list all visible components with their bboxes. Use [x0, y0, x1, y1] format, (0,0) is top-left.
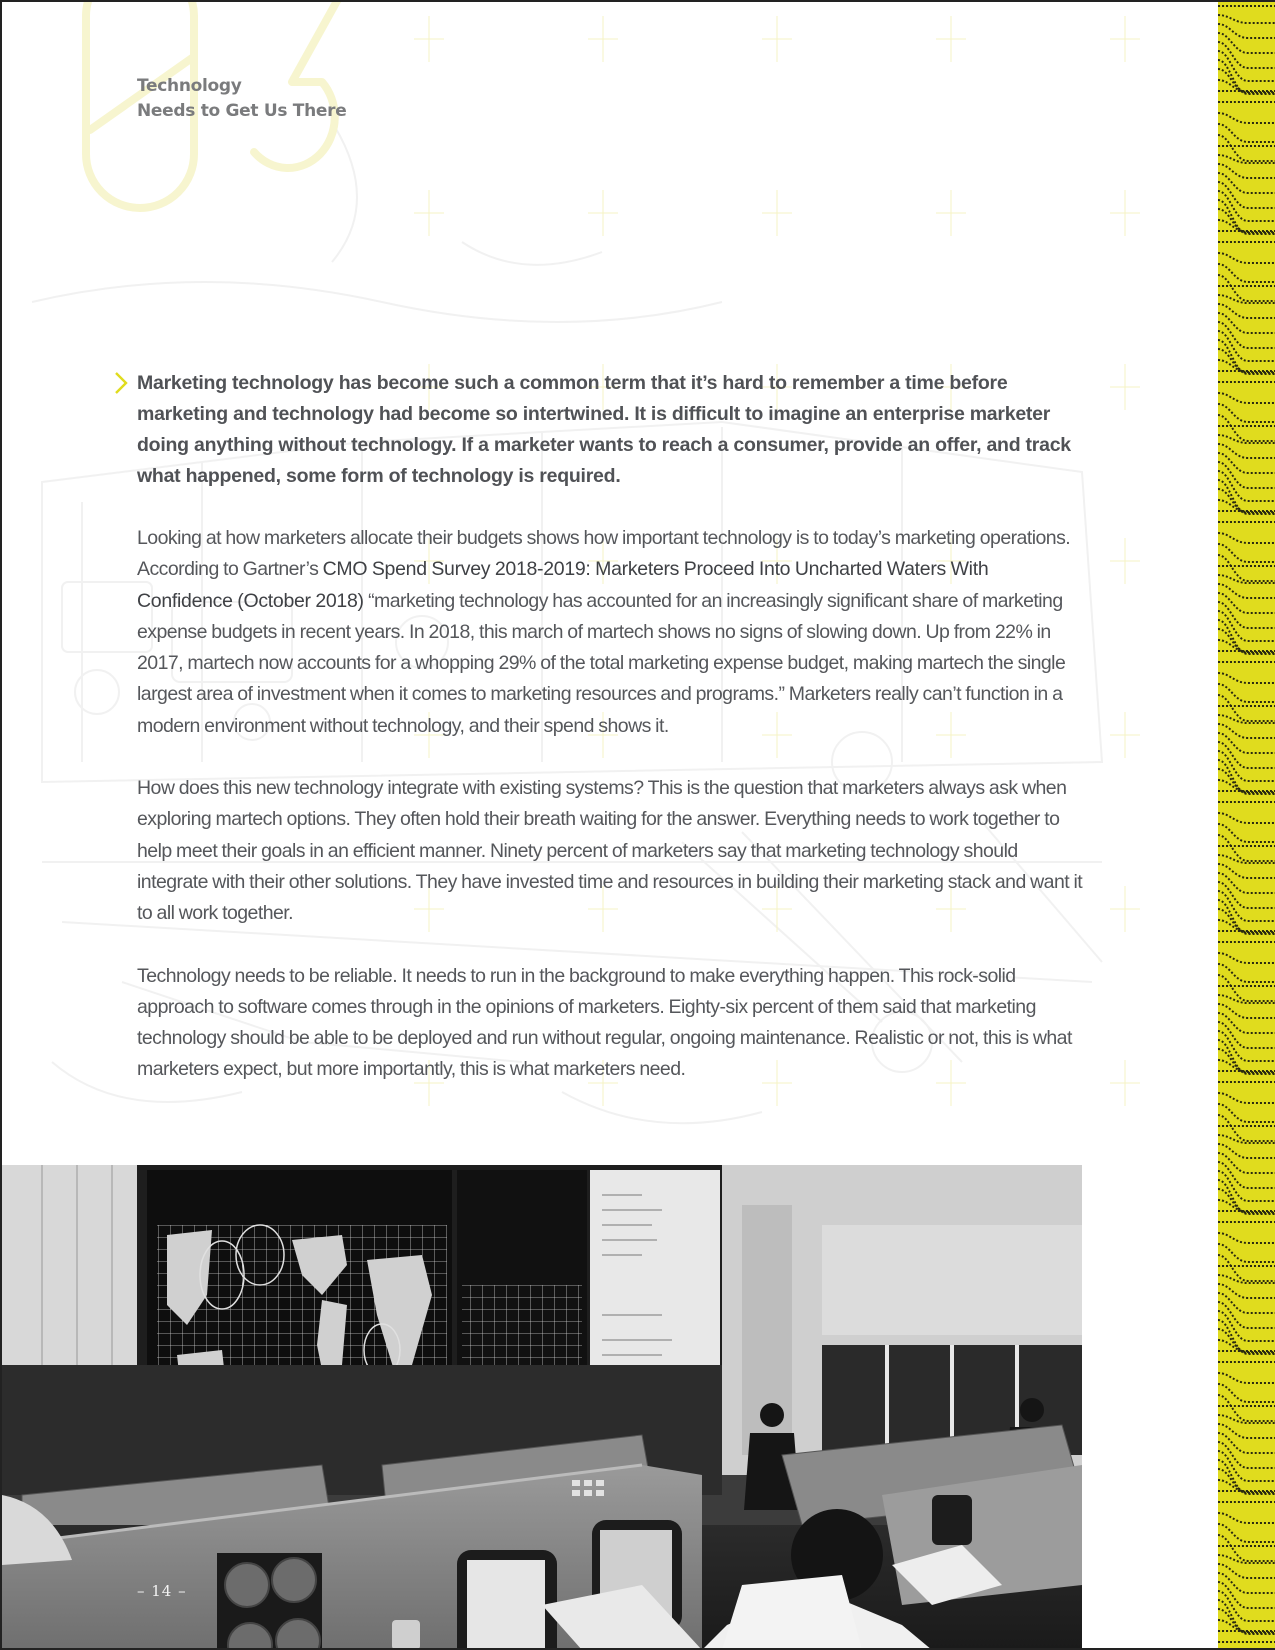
dotted-wave-line: [1218, 1180, 1275, 1214]
crosshair-mark: [1110, 190, 1140, 236]
dotted-wave-line: [1218, 453, 1275, 473]
dotted-wave-line: [1218, 751, 1275, 781]
reliability-paragraph: Technology needs to be reliable. It needs to run in the background to make everything happen. This rock-solid approach to software comes through in the opinions of marketers. Eighty-six percent of them said that marketing technology should be able to be deployed and run without regular, ongoing maintenance. Realistic or not, this is what marketers expect, but more importantly, this is what marketers need.: [137, 964, 1072, 1081]
crosshair-mark: [1110, 1060, 1140, 1106]
dotted-wave-line: [1218, 733, 1275, 753]
crosshair-mark: [414, 16, 444, 62]
dotted-wave-line: [1218, 1433, 1275, 1453]
dotted-wave-line: [1218, 349, 1275, 373]
gartner-report-reference: CMO Spend Survey 2018-2019: Marketers Proceed Into Uncharted Waters With Confidence (October 2018): [137, 558, 989, 612]
crosshair-mark: [1110, 16, 1140, 62]
dotted-wave-line: [1218, 715, 1275, 723]
section-title-line-2: Needs to Get Us There: [137, 101, 347, 121]
dotted-wave-line: [1218, 1320, 1275, 1354]
dotted-wave-line: [1218, 602, 1275, 628]
dotted-wave-line: [1218, 1171, 1275, 1201]
dotted-wave-line: [1218, 322, 1275, 348]
dotted-wave-line: [1218, 1135, 1275, 1143]
dotted-wave-line: [1218, 593, 1275, 613]
crosshair-mark: [762, 16, 792, 62]
section-title-line-1: Technology: [137, 76, 242, 96]
section-title: [137, 74, 346, 124]
decorative-side-stripe: [1218, 2, 1275, 1650]
dotted-wave-line: [1218, 182, 1275, 208]
dotted-wave-line: [1218, 873, 1275, 893]
dotted-wave-line: [1218, 173, 1275, 193]
dotted-wave-line: [1218, 200, 1275, 234]
dotted-wave-line: [1218, 1555, 1275, 1563]
dotted-wave-line: [1218, 33, 1275, 53]
integration-paragraph: How does this new technology integrate with existing systems? This is the question that marketers always ask when exploring martech options. They often hold their breath waiting for the answer. Everything needs to work together to help meet their goals in an efficient manner. Ninety percent of marketers say that marketing technology should integrate with their other solutions. They have invested time and resources in building their marketing stack and want it to all work together.: [137, 777, 1083, 925]
dotted-wave-line: [1218, 1582, 1275, 1608]
dotted-wave-line: [1218, 1415, 1275, 1423]
dotted-wave-line: [1218, 1049, 1275, 1073]
dotted-wave-line: [1218, 1311, 1275, 1341]
dotted-wave-line: [1218, 471, 1275, 501]
dotted-wave-line: [1218, 1302, 1275, 1328]
dotted-wave-line: [1218, 1442, 1275, 1468]
dotted-wave-line: [1218, 882, 1275, 908]
dotted-wave-line: [1218, 1189, 1275, 1213]
dotted-wave-line: [1218, 533, 1275, 543]
dotted-wave-line: [1218, 1573, 1275, 1593]
dotted-wave-line: [1218, 253, 1275, 263]
dotted-wave-line: [1218, 742, 1275, 768]
dotted-wave-line: [1218, 69, 1275, 93]
dotted-wave-line: [1218, 855, 1275, 863]
dotted-wave-line: [1218, 15, 1275, 23]
crosshair-mark: [1110, 538, 1140, 584]
dotted-wave-line: [1218, 51, 1275, 81]
mission-control-photo: [2, 1165, 1082, 1650]
dotted-wave-line: [1218, 575, 1275, 583]
dotted-wave-line: [1218, 1031, 1275, 1061]
lead-paragraph: [137, 368, 1087, 492]
dotted-wave-line: [1218, 313, 1275, 333]
dotted-wave-line: [1218, 769, 1275, 793]
dotted-wave-line: [1218, 891, 1275, 921]
crosshair-mark: [1110, 364, 1140, 410]
dotted-wave-line: [1218, 611, 1275, 641]
dotted-wave-line: [1218, 462, 1275, 488]
dotted-wave-line: [1218, 953, 1275, 963]
dotted-wave-line: [1218, 1600, 1275, 1634]
dotted-wave-line: [1218, 1022, 1275, 1048]
dotted-wave-line: [1218, 760, 1275, 794]
dotted-wave-line: [1218, 1162, 1275, 1188]
dotted-wave-line: [1218, 393, 1275, 403]
dotted-wave-line: [1218, 1451, 1275, 1481]
dotted-wave-line: [1218, 813, 1275, 823]
budget-paragraph-intro: Looking at how marketers allocate their budgets shows how important technology is to today’s marketing operations. According to Gartner’s: [137, 527, 1071, 581]
budget-paragraph-quote: “marketing technology has accounted for an increasingly significant share of marketing expense budgets in recent years. In 2018, this march of martech shows no signs of slowing down. Up from 22% in 2017, martech now accounts for a whopping 29% of the total marketing expense budget, making martech the single largest area of investment when it comes to marketing resources and programs.” Marketers really can’t function in a modern environment without technology, and their spend shows it.: [137, 589, 1066, 737]
dotted-wave-line: [1218, 909, 1275, 933]
dotted-wave-line: [1218, 1513, 1275, 1523]
dotted-wave-line: [1218, 1275, 1275, 1283]
dotted-wave-line: [1218, 1233, 1275, 1243]
dotted-wave-line: [1218, 295, 1275, 303]
dotted-wave-line: [1218, 42, 1275, 68]
dotted-wave-line: [1218, 331, 1275, 361]
dotted-wave-line: [1218, 629, 1275, 653]
dotted-wave-line: [1218, 620, 1275, 654]
crosshair-mark: [1110, 886, 1140, 932]
dotted-wave-line: [1218, 155, 1275, 163]
dotted-wave-line: [1218, 900, 1275, 934]
dotted-wave-line: [1218, 1153, 1275, 1173]
dotted-wave-line: [1218, 489, 1275, 513]
dotted-wave-line: [1218, 1040, 1275, 1074]
dotted-wave-line: [1218, 480, 1275, 514]
dotted-wave-line: [1218, 209, 1275, 233]
dotted-wave-line: [1218, 1469, 1275, 1493]
crosshair-mark: [414, 190, 444, 236]
crosshair-mark: [588, 190, 618, 236]
dotted-wave-line: [1218, 673, 1275, 683]
dotted-wave-line: [1218, 191, 1275, 221]
crosshair-mark: [762, 190, 792, 236]
page-number: – 14 –: [137, 1582, 187, 1600]
crosshair-mark: [588, 16, 618, 62]
dotted-wave-line: [1218, 1293, 1275, 1313]
dotted-wave-line: [1218, 1329, 1275, 1353]
dotted-wave-line: [1218, 1093, 1275, 1103]
dotted-wave-line: [1218, 340, 1275, 374]
dotted-wave-line: [1218, 435, 1275, 443]
dotted-wave-line: [1218, 1373, 1275, 1383]
dotted-wave-line: [1218, 995, 1275, 1003]
lead-paragraph-text: Marketing technology has become such a common term that it’s hard to remember a time before marketing and technology had become so intertwined. It is difficult to imagine an enterprise marketer doing anything without technology. If a marketer wants to reach a consumer, provide an offer, and track what happened, some form of technology is required.: [137, 372, 1071, 487]
chevron-right-icon: [113, 371, 129, 395]
dotted-wave-line: [1218, 1609, 1275, 1633]
crosshair-mark: [936, 16, 966, 62]
budget-paragraph: [137, 523, 1087, 742]
article-body: [137, 368, 1087, 1117]
dotted-wave-line: [1218, 1460, 1275, 1494]
crosshair-mark: [1110, 712, 1140, 758]
crosshair-mark: [936, 190, 966, 236]
dotted-wave-line: [1218, 1013, 1275, 1033]
dotted-wave-line: [1218, 60, 1275, 94]
dotted-wave-line: [1218, 1591, 1275, 1621]
dotted-wave-line: [1218, 113, 1275, 123]
